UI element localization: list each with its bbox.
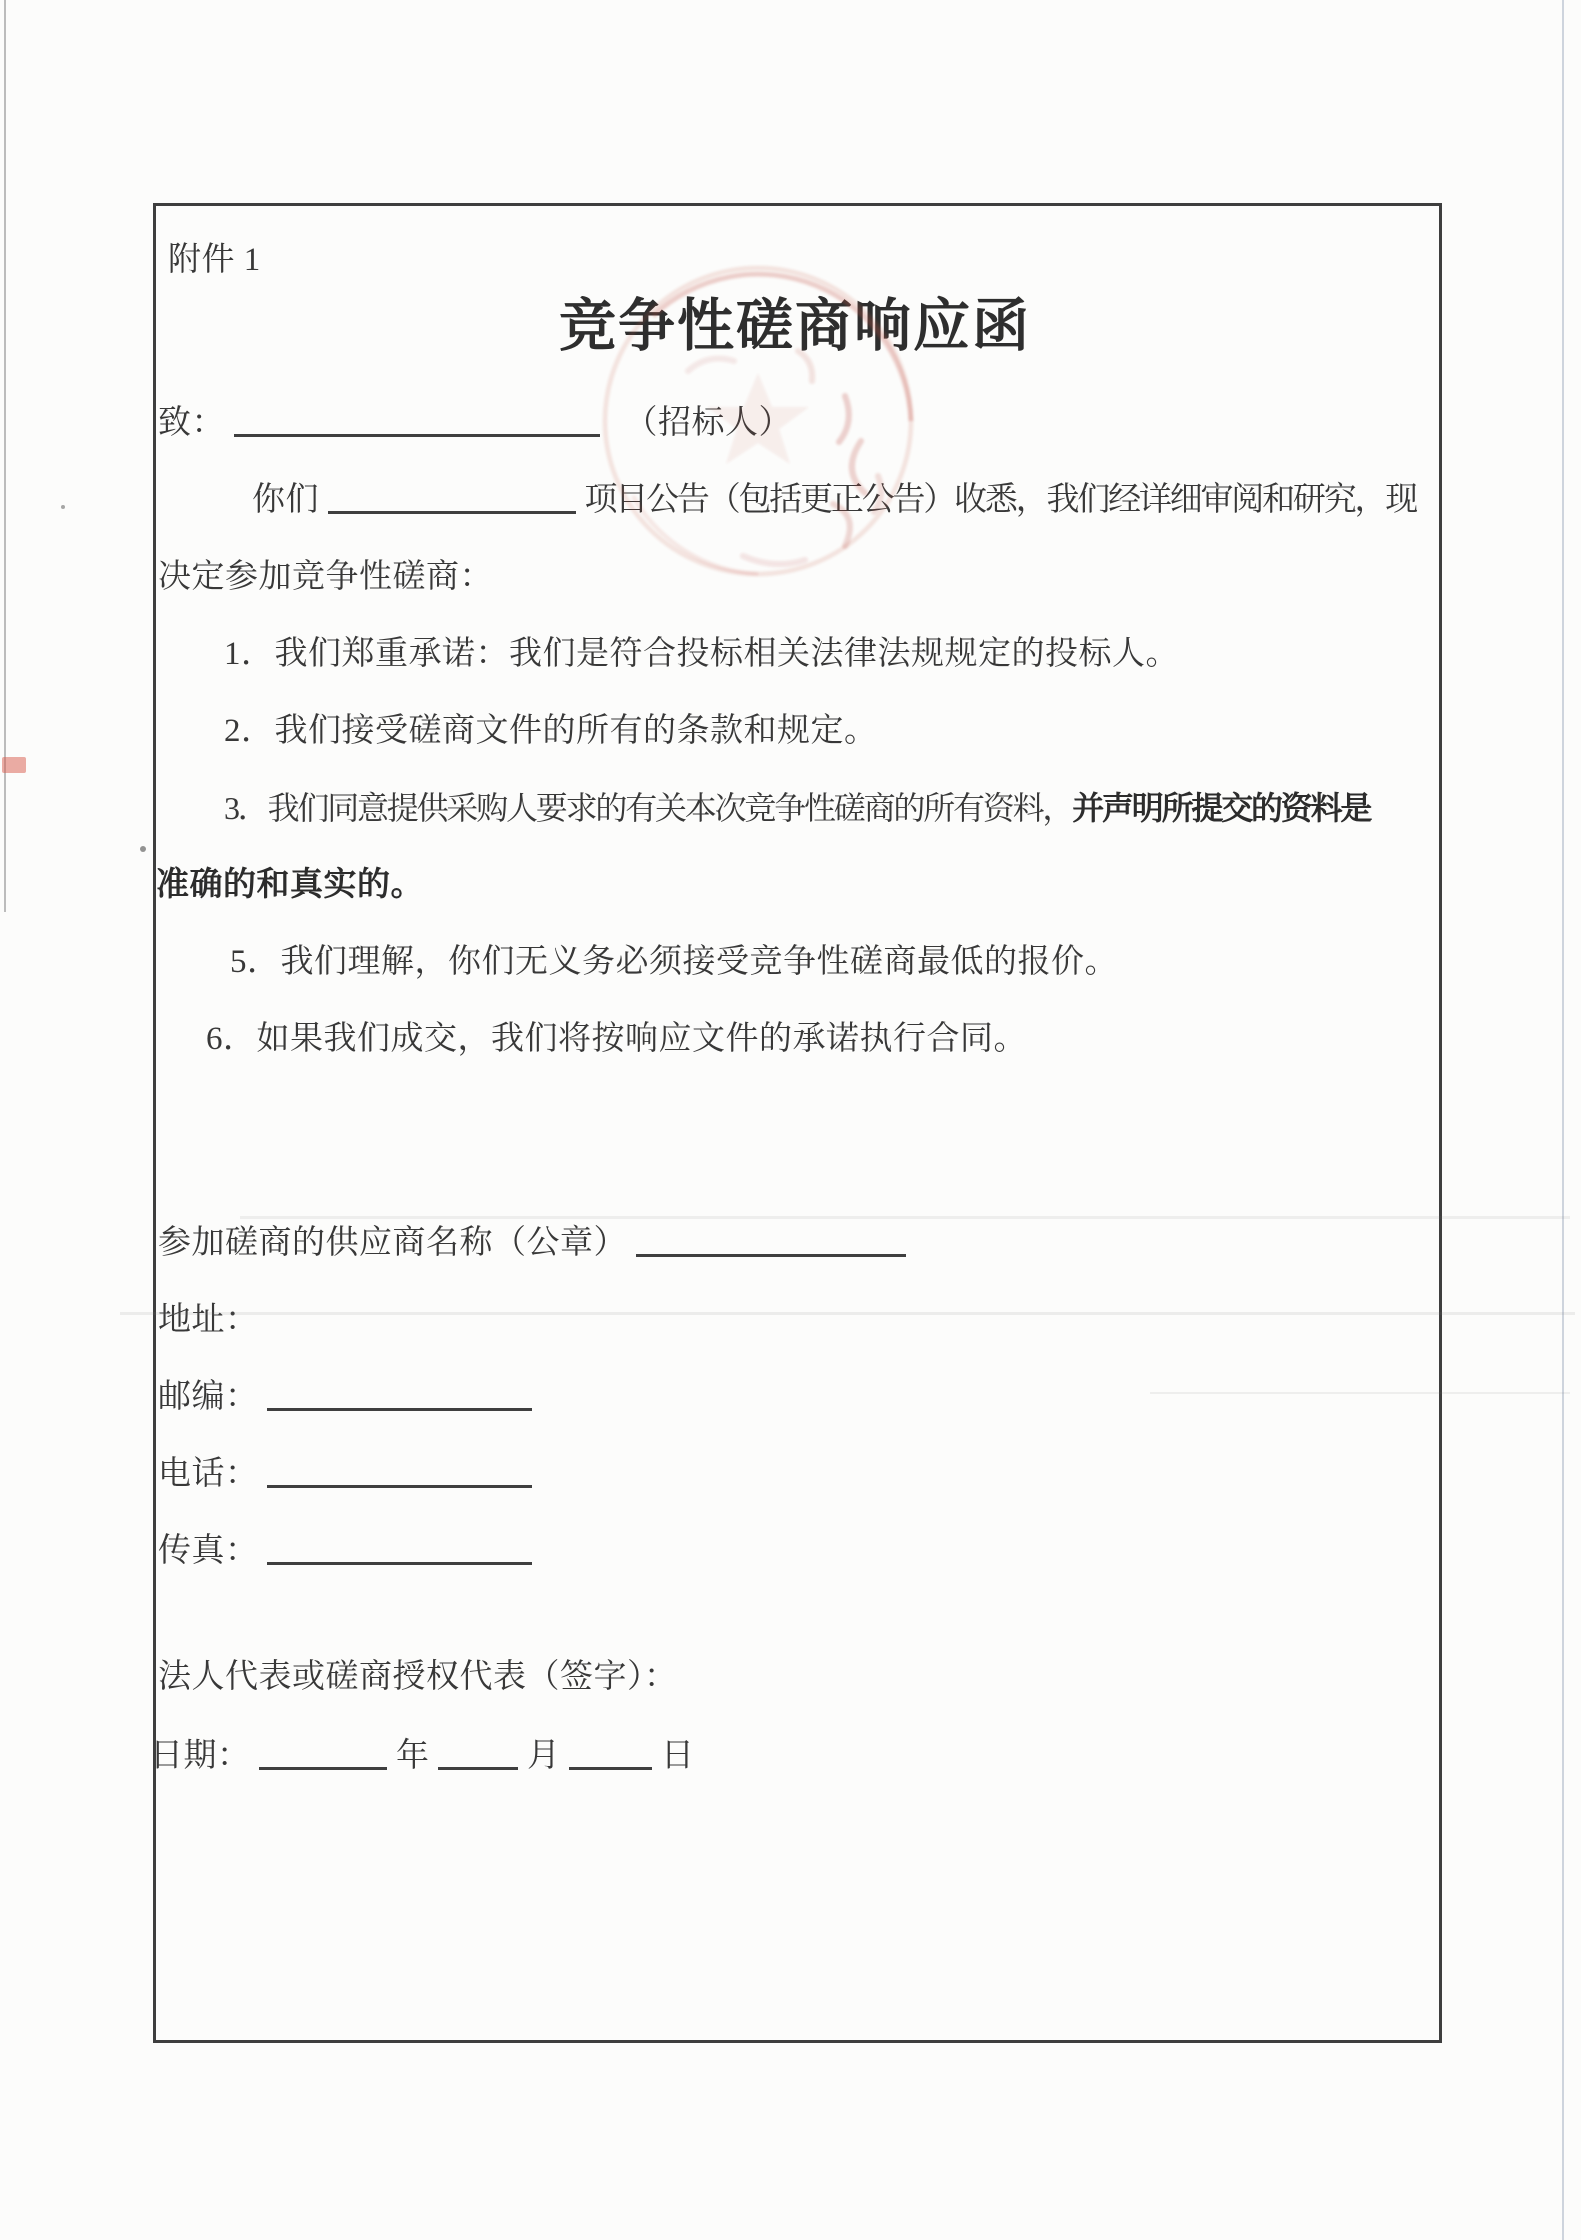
scan-edge-line-left (4, 0, 6, 912)
to-line (158, 404, 792, 442)
scan-streak (1150, 1392, 1570, 1394)
date-line (150, 1737, 695, 1775)
postcode-line (158, 1378, 532, 1416)
list-item-3-bold-line2: 准确的和真实的。 (156, 867, 424, 903)
list-item-6: 6．如果我们成交，我们将按响应文件的承诺执行合同。 (206, 1021, 1027, 1057)
month-blank (438, 1739, 518, 1770)
phone-label: 电话： (158, 1456, 259, 1492)
legal-rep-line: 法人代表或磋商授权代表（签字）： (158, 1659, 678, 1695)
attachment-label: 附件 1 (168, 242, 261, 278)
to-label: 致： (158, 405, 225, 441)
intro-suffix: 项目公告（包括更正公告）收悉，我们经详细审阅和研究，现 (584, 482, 1417, 518)
supplier-name-line (158, 1224, 906, 1262)
date-label: 日期： (150, 1738, 251, 1774)
address-label: 地址： (158, 1302, 259, 1338)
phone-blank (267, 1457, 532, 1488)
project-name-blank (328, 483, 576, 514)
list-item-3-normal: 3．我们同意提供采购人要求的有关本次竞争性磋商的所有资料， (224, 790, 1073, 826)
bidder-suffix: （招标人） (624, 405, 792, 441)
fax-blank (267, 1534, 532, 1565)
phone-line (158, 1455, 532, 1493)
month-label: 月 (527, 1738, 561, 1774)
postcode-label: 邮编： (158, 1379, 259, 1415)
list-item-2: 2．我们接受磋商文件的所有的条款和规定。 (224, 713, 878, 749)
intro-continuation: 决定参加竞争性磋商： (158, 559, 493, 595)
list-item-5: 5．我们理解，你们无义务必须接受竞争性磋商最低的报价。 (230, 944, 1118, 980)
address-line (158, 1301, 259, 1339)
page-title: 竞争性磋商响应函 (559, 294, 1031, 358)
intro-line (252, 481, 1416, 519)
to-blank (234, 406, 600, 437)
day-label: 日 (661, 1738, 695, 1774)
scan-edge-line-right (1562, 0, 1564, 2240)
list-item-1: 1．我们郑重承诺：我们是符合投标相关法律法规规定的投标人。 (224, 636, 1179, 672)
scan-streak (120, 1312, 1575, 1315)
year-blank (259, 1739, 387, 1770)
fax-line (158, 1532, 532, 1570)
ink-dot (140, 846, 146, 852)
red-ink-speck (2, 757, 26, 773)
supplier-name-label: 参加磋商的供应商名称（公章） (158, 1225, 627, 1261)
list-item-3 (224, 789, 1370, 827)
day-blank (569, 1739, 652, 1770)
ink-dot (61, 505, 65, 509)
intro-prefix: 你们 (252, 482, 319, 518)
list-item-3-bold: 并声明所提交的资料是 (1072, 790, 1371, 826)
supplier-name-blank (636, 1226, 906, 1257)
scan-streak (240, 1216, 1570, 1219)
fax-label: 传真： (158, 1533, 259, 1569)
year-label: 年 (396, 1738, 430, 1774)
postcode-blank (267, 1380, 532, 1411)
